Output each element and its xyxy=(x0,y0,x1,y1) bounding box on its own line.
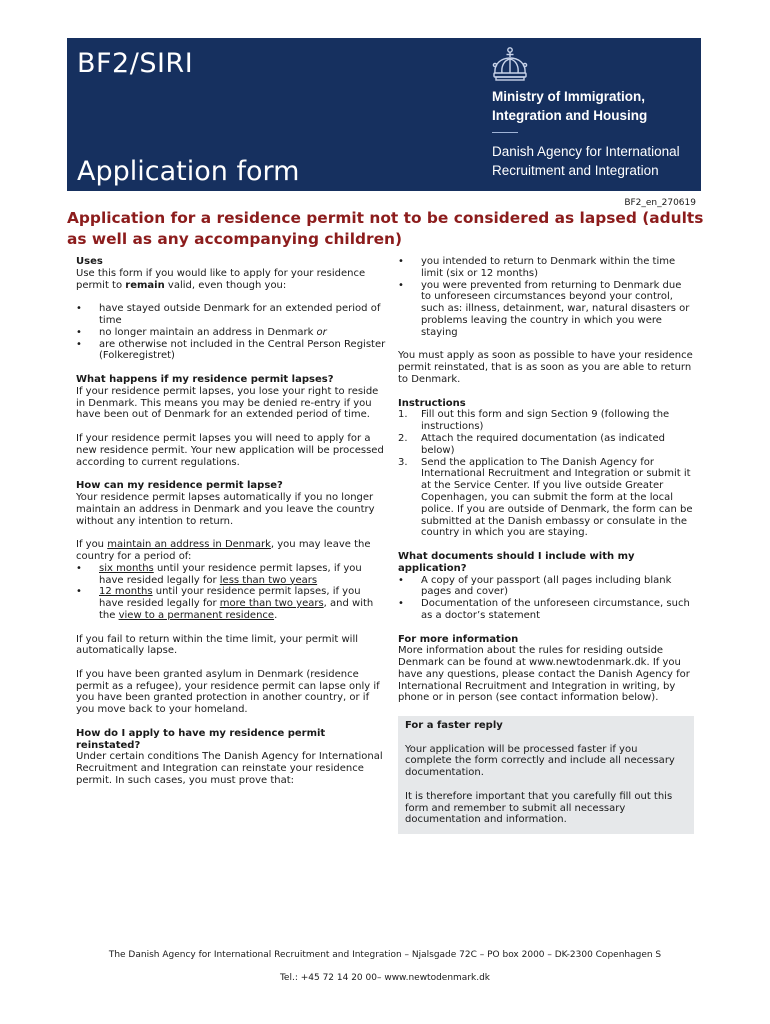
agency-name: Danish Agency for International Recruitment and Integration xyxy=(492,144,680,178)
reinstate-paragraph: Under certain conditions The Danish Agency for International Recruitment and Integration can reinstate your residence permit. In such cases, you must prove that: xyxy=(76,751,383,787)
banner-divider xyxy=(492,132,518,133)
faster-reply-heading: For a faster reply xyxy=(405,720,503,732)
document-id: BF2_en_270619 xyxy=(624,198,696,208)
list-item: 1. Fill out this form and sign Section 9 (following the instructions) xyxy=(398,409,670,433)
list-item: • 12 months until your residence permit lapses, if you have resided legally for more than two years, and with the view to a permanent residence. xyxy=(76,586,386,621)
uses-intro: Use this form if you would like to apply for your residence permit to remain valid, even though you: xyxy=(76,267,366,291)
list-item: • Documentation of the unforeseen circumstance, such as a doctor’s statement xyxy=(398,598,694,622)
section-heading-documents: What documents should I include with my application? xyxy=(398,550,635,574)
section-heading-instructions: Instructions xyxy=(398,397,466,409)
section-heading-more-info: For more information xyxy=(398,633,519,645)
conditions-list xyxy=(398,256,694,339)
list-item: • have stayed outside Denmark for an extended period of time xyxy=(76,303,386,327)
how-paragraph-1: Your residence permit lapses automatically if you no longer maintain an address in Denmark and you leave the country without any intention to return. xyxy=(76,491,375,527)
section-heading-reinstate: How do I apply to have my residence permit reinstated? xyxy=(76,727,326,751)
asylum-paragraph: If you have been granted asylum in Denmark (residence permit as a refugee), your residence permit can lapse only if you have been granted protection in another country, or if you move back to your homeland. xyxy=(76,668,380,716)
list-item: • six months until your residence permit lapses, if you have resided legally for less than two years xyxy=(76,563,386,587)
documents-list xyxy=(398,575,694,622)
page-title: Application form xyxy=(77,156,300,187)
section-heading-how: How can my residence permit lapse? xyxy=(76,480,283,492)
header-banner xyxy=(67,38,701,191)
crown-icon xyxy=(490,46,530,84)
right-column xyxy=(398,256,694,834)
ministry-name: Ministry of Immigration, Integration and Housing xyxy=(492,89,648,123)
list-item: • you were prevented from returning to Denmark due to unforeseen circumstances beyond your control, such as: illness, detainment, war, natural disasters or problems leaving the country in which you were staying xyxy=(398,280,694,339)
faster-reply-paragraph-2: It is therefore important that you carefully fill out this form and remember to submit all necessary documentation and information. xyxy=(405,790,673,826)
footer-contact: Tel.: +45 72 14 20 00– www.newtodenmark.dk xyxy=(279,973,491,983)
fail-paragraph: If you fail to return within the time limit, your permit will automatically lapse. xyxy=(76,633,359,657)
how-paragraph-2: If you maintain an address in Denmark, you may leave the country for a period of: xyxy=(76,539,371,562)
apply-paragraph: You must apply as soon as possible to have your residence permit reinstated, that is as soon as you are able to return to Denmark. xyxy=(398,350,693,385)
faster-reply-box xyxy=(398,716,694,834)
section-heading-uses: Uses xyxy=(76,256,103,267)
period-list xyxy=(76,563,386,622)
list-item: • no longer maintain an address in Denmark or xyxy=(76,327,386,339)
lapse-paragraph-2: If your residence permit lapses you will need to apply for a new residence permit. Your new application will be processed according to current regulations. xyxy=(76,432,384,468)
form-code: BF2/SIRI xyxy=(77,48,194,79)
more-info-paragraph: More information about the rules for residing outside Denmark can be found at www.newtodenmark.dk. If you have any questions, please contact the Danish Agency for International Recruitment and Integration in writing, by phone or in person (see contact information below). xyxy=(398,645,690,704)
section-heading-lapse: What happens if my residence permit lapses? xyxy=(76,373,334,385)
list-item: • are otherwise not included in the Central Person Register (Folkeregistret) xyxy=(76,339,386,363)
footer-address: The Danish Agency for International Recruitment and Integration – Njalsgade 72C – PO box 2000 – DK-2300 Copenhagen S xyxy=(108,950,662,960)
form-heading: Application for a residence permit not to be considered as lapsed (adults as well as any accompanying children) xyxy=(67,209,704,248)
left-column xyxy=(76,256,386,799)
list-item: 2. Attach the required documentation (as indicated below) xyxy=(398,432,665,456)
uses-list xyxy=(76,303,386,362)
list-item: • you intended to return to Denmark within the time limit (six or 12 months) xyxy=(398,256,694,280)
list-item: 3. Send the application to The Danish Agency for International Recruitment and Integration or submit it at the Service Center. If you live outside Greater Copenhagen, you can submit the form at the local police. If you are outside of Denmark, the form can be submitted at the Danish embassy or consulate in the country in which you are staying. xyxy=(398,456,693,539)
faster-reply-paragraph-1: Your application will be processed faster if you complete the form correctly and include all necessary documentation. xyxy=(405,743,675,779)
instructions-list xyxy=(398,409,694,539)
lapse-paragraph-1: If your residence permit lapses, you lose your right to reside in Denmark. This means you may be denied re-entry if you have been out of Denmark for an extended period of time. xyxy=(76,385,379,421)
list-item: • A copy of your passport (all pages including blank pages and cover) xyxy=(398,575,694,599)
